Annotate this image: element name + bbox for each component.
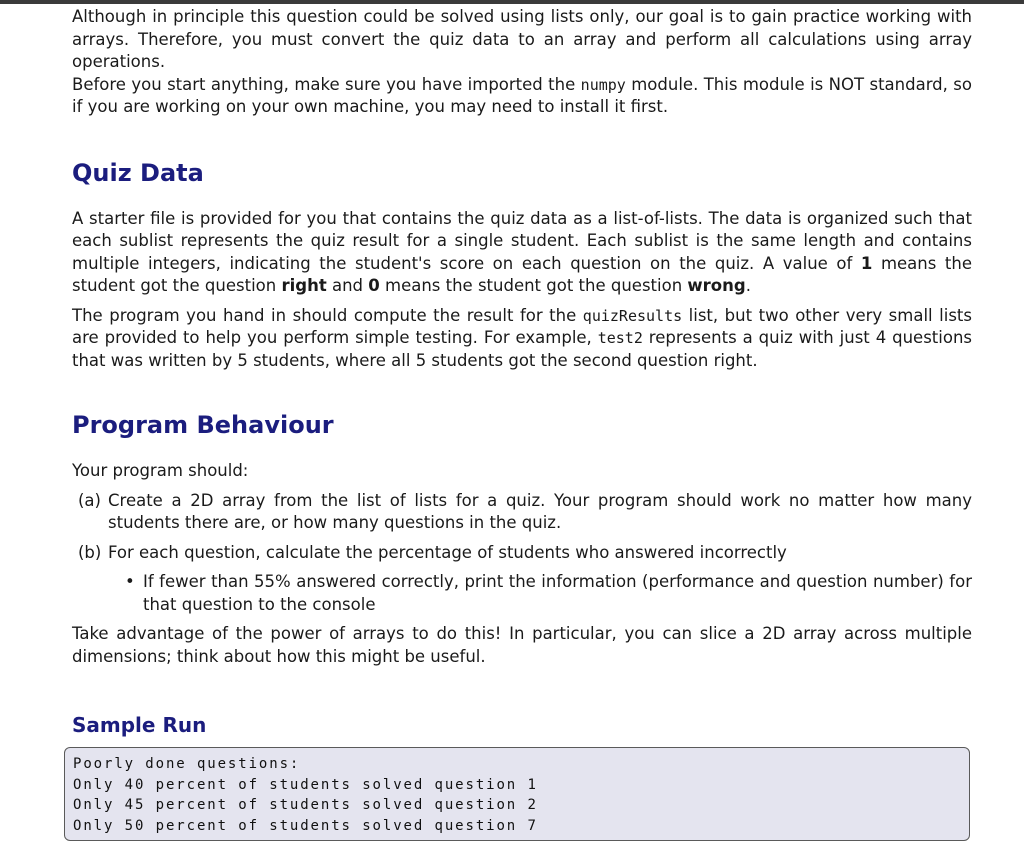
bullet-item: [72, 571, 972, 616]
list-item-b-text: For each question, calculate the percentage of students who answered incorrectly: [108, 542, 787, 562]
program-behaviour-heading: Program Behaviour: [72, 411, 334, 439]
sample-run-output: [64, 747, 970, 841]
list-item-b: [72, 542, 972, 565]
list-marker-a: (a): [78, 490, 101, 510]
test2-code: test2: [597, 329, 643, 347]
behaviour-outro: Take advantage of the power of arrays to do this! In particular, you can slice a 2D array across multiple dimensions; think about how this might be useful.: [72, 624, 972, 666]
numpy-code: numpy: [580, 75, 626, 94]
output-line: Only 40 percent of students solved question 1: [73, 776, 538, 793]
list-marker-b: (b): [78, 542, 102, 562]
intro-paragraph-2: Before you start anything, make sure you have imported the numpy module. This module is NOT standard, so if you are working on your own machine, you may need to install it first.: [72, 74, 972, 116]
quiz-data-paragraph-1: A starter file is provided for you that contains the quiz data as a list-of-lists. The data is organized such that each sublist represents the quiz result for a single student. Each sublist is the same length and contains multiple integers, indicating the student's score on each question on the quiz. A value of 1 means the student got the question right and 0 means the student got the question wrong.: [72, 208, 972, 295]
bullet-dot: •: [125, 572, 135, 591]
list-item-a: [72, 490, 972, 535]
output-line: Only 45 percent of students solved question 2: [73, 797, 538, 813]
sample-run-heading: Sample Run: [72, 713, 207, 737]
quiz-data-heading: Quiz Data: [72, 158, 204, 187]
list-item-a-text: Create a 2D array from the list of lists for a quiz. Your program should work no matter how many students there are, or how many questions in the quiz.: [108, 490, 972, 532]
document-page: [72, 6, 972, 738]
quiz-data-paragraph-2: The program you hand in should compute the result for the quizResults list, but two other very small lists are provided to help you perform simple testing. For example, test2 represents a quiz with just 4 questions that was written by 5 students, where all 5 students got the second question right.: [72, 305, 972, 370]
behaviour-intro: Your program should:: [72, 461, 249, 480]
top-rule: [0, 0, 1024, 4]
output-line: Poorly done questions:: [73, 756, 301, 772]
quizresults-code: quizResults: [582, 306, 683, 325]
intro-paragraph-1: Although in principle this question could be solved using lists only, our goal is to gain practice working with arrays. Therefore, you must convert the quiz data to an array and perform all calculations using array operations.: [72, 7, 972, 71]
output-line: Only 50 percent of students solved question 7: [73, 817, 538, 834]
bullet-item-text: If fewer than 55% answered correctly, print the information (performance and question number) for that question to the console: [143, 572, 972, 614]
